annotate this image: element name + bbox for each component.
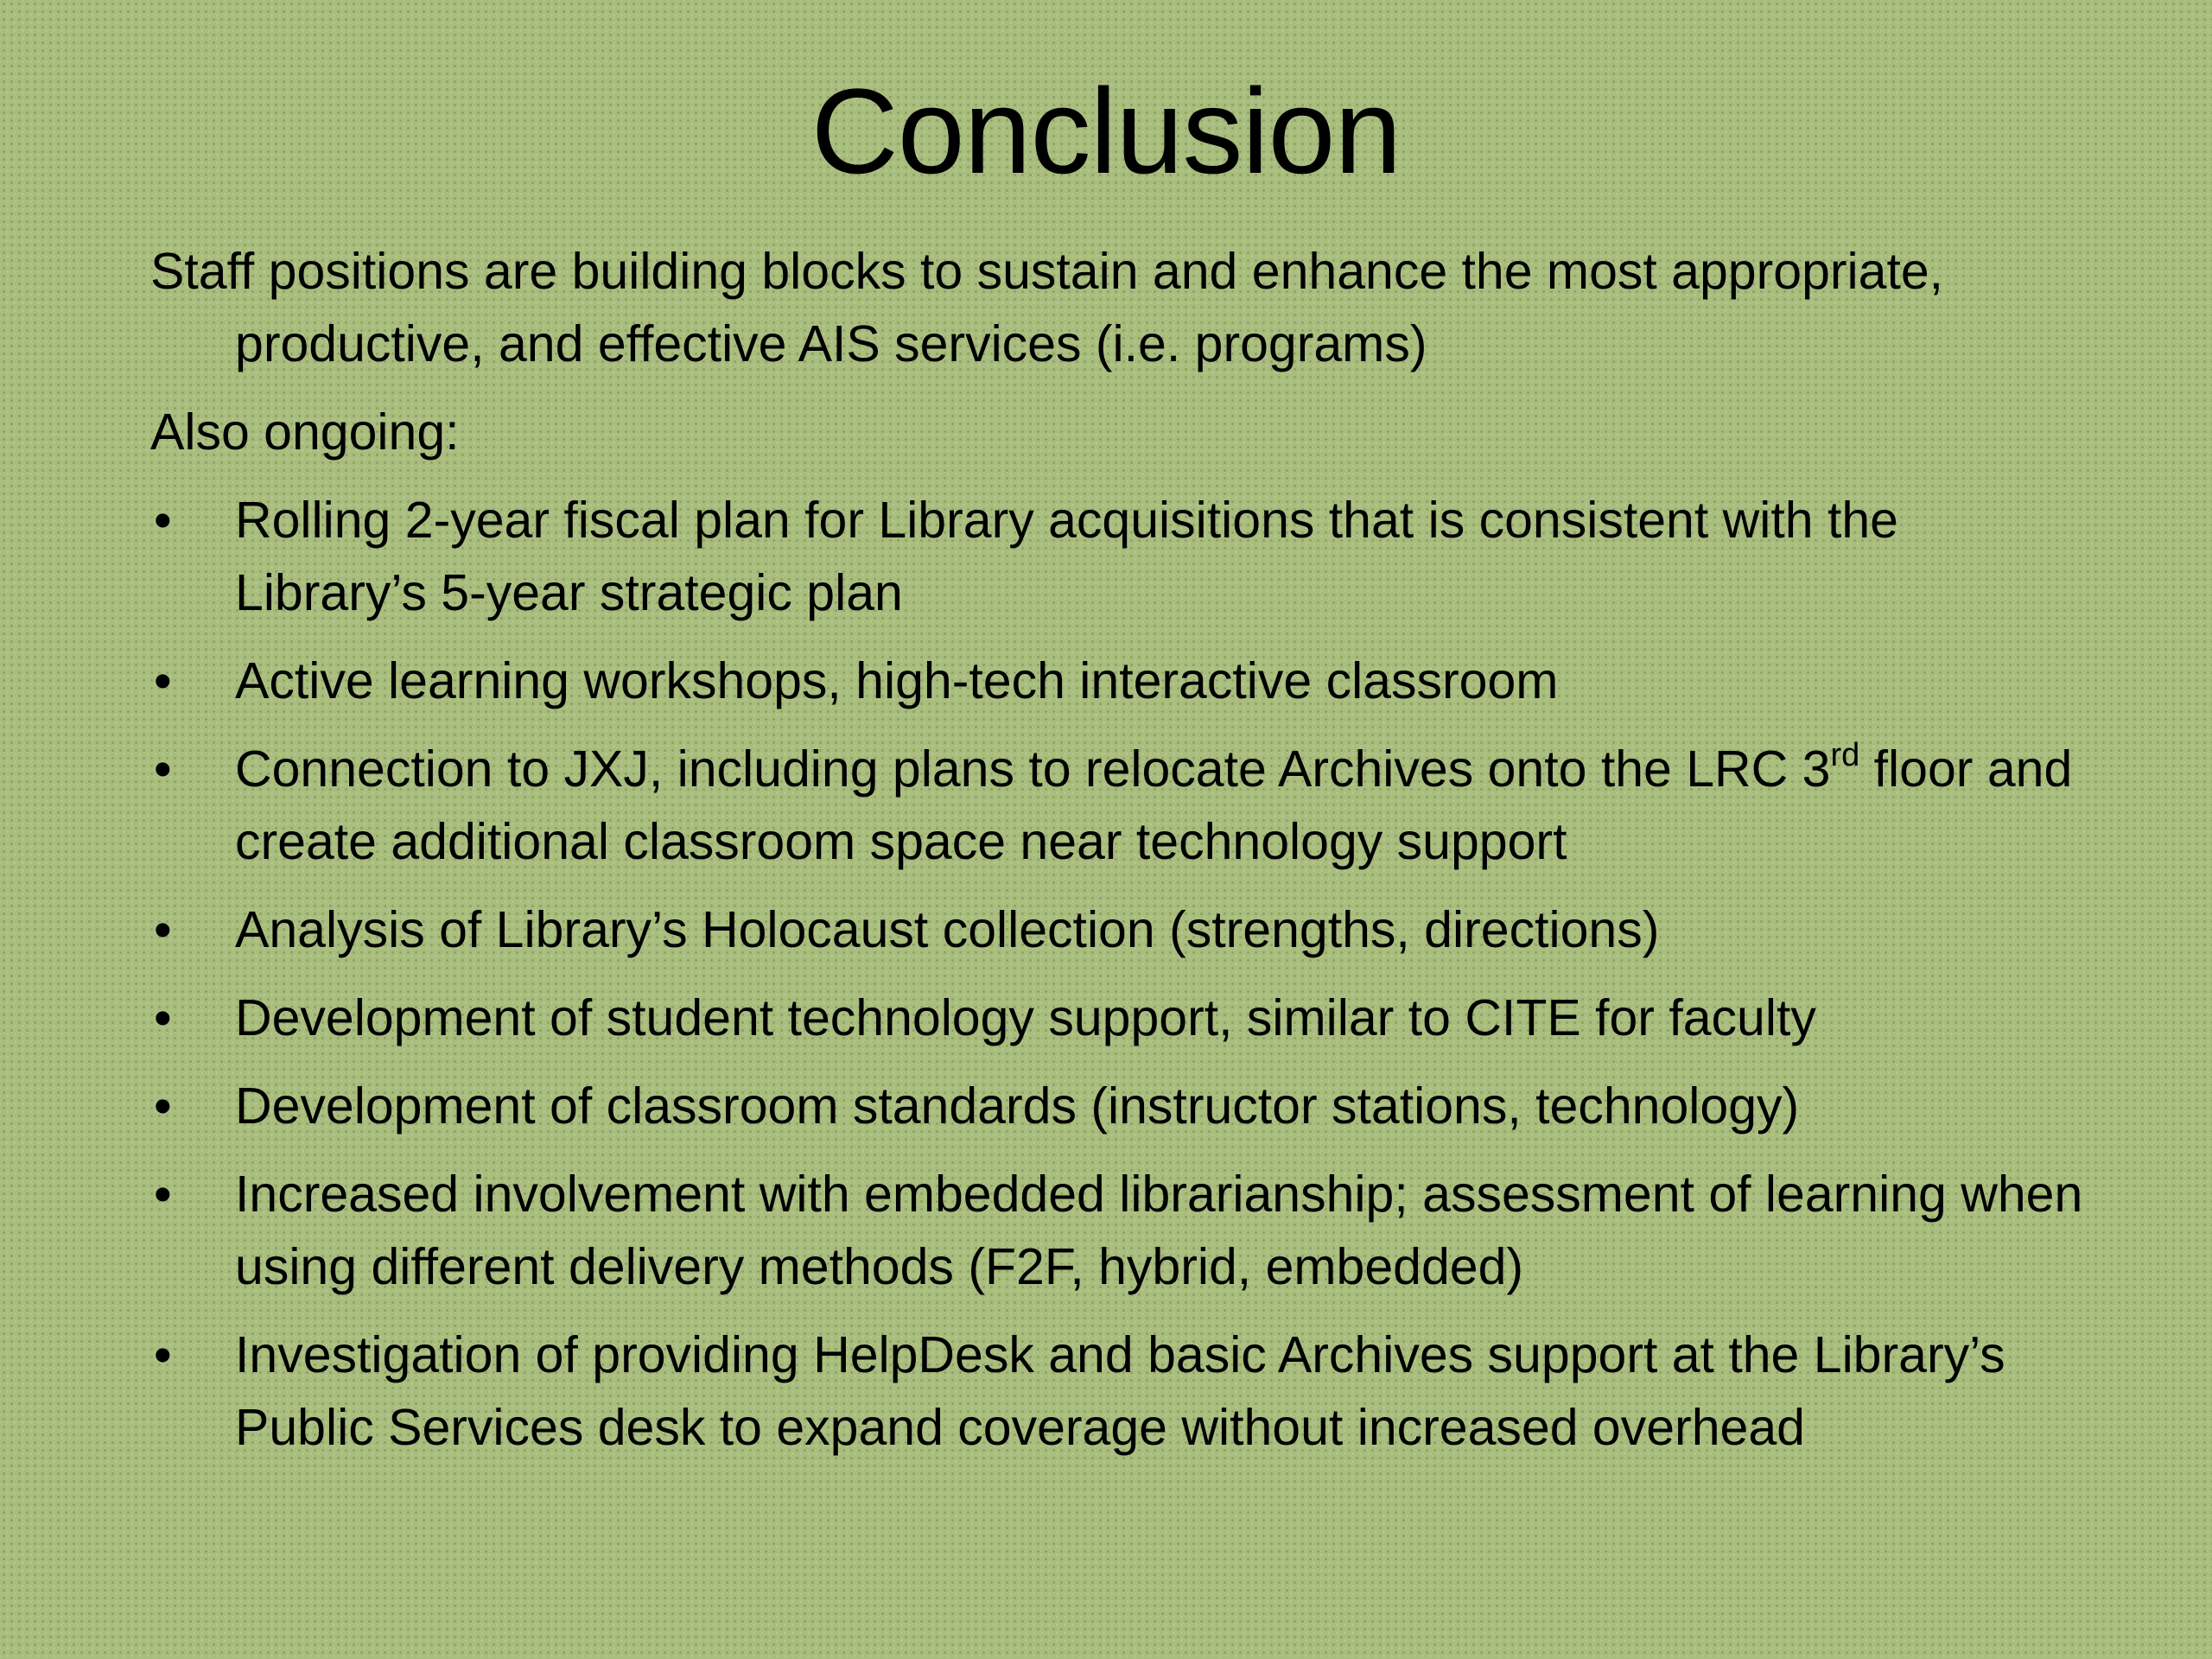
slide-body <box>150 235 2094 1479</box>
bullet-text: Increased involvement with embedded librarianship; assessment of learning when using different delivery methods (F2F, hybrid, embedded) <box>235 1166 2083 1295</box>
bullet-item <box>150 645 2094 717</box>
bullet-item <box>150 1070 2094 1142</box>
bullet-icon: • <box>154 989 172 1046</box>
bullet-text <box>235 737 2073 870</box>
bullet-item <box>150 484 2094 629</box>
bullet-icon: • <box>154 901 172 958</box>
bullet-list <box>150 484 2094 1464</box>
intro-paragraph: Staff positions are building blocks to sustain and enhance the most appropriate, productive, and effective AIS services (i.e. programs) <box>150 243 1944 372</box>
bullet-text: Investigation of providing HelpDesk and basic Archives support at the Library’s Public Services desk to expand coverage without increased overhead <box>235 1326 2005 1456</box>
bullet-item <box>150 982 2094 1054</box>
ordinal-superscript: rd <box>1830 737 1860 773</box>
bullet-text: Rolling 2-year fiscal plan for Library acquisitions that is consistent with the Library’s 5-year strategic plan <box>235 492 1898 621</box>
bullet-text: Active learning workshops, high-tech interactive classroom <box>235 652 1559 709</box>
bullet-icon: • <box>154 652 172 709</box>
bullet-item <box>150 733 2094 878</box>
bullet-text-part: floor and create additional classroom space near technology support <box>235 741 2073 870</box>
bullet-icon: • <box>154 1077 172 1135</box>
bullet-text: Development of classroom standards (instructor stations, technology) <box>235 1077 1800 1135</box>
bullet-item <box>150 1319 2094 1464</box>
slide-title: Conclusion <box>810 63 1402 199</box>
bullet-text: Development of student technology support, similar to CITE for faculty <box>235 989 1816 1046</box>
intro-subheading: Also ongoing: <box>150 404 460 461</box>
bullet-item <box>150 893 2094 966</box>
bullet-icon: • <box>154 1166 172 1223</box>
bullet-text: Analysis of Library’s Holocaust collection (strengths, directions) <box>235 901 1660 958</box>
bullet-item <box>150 1158 2094 1303</box>
bullet-text-part: Connection to JXJ, including plans to relocate Archives onto the LRC 3 <box>235 741 1831 798</box>
bullet-icon: • <box>154 741 172 798</box>
bullet-icon: • <box>154 492 172 549</box>
bullet-icon: • <box>154 1326 172 1383</box>
